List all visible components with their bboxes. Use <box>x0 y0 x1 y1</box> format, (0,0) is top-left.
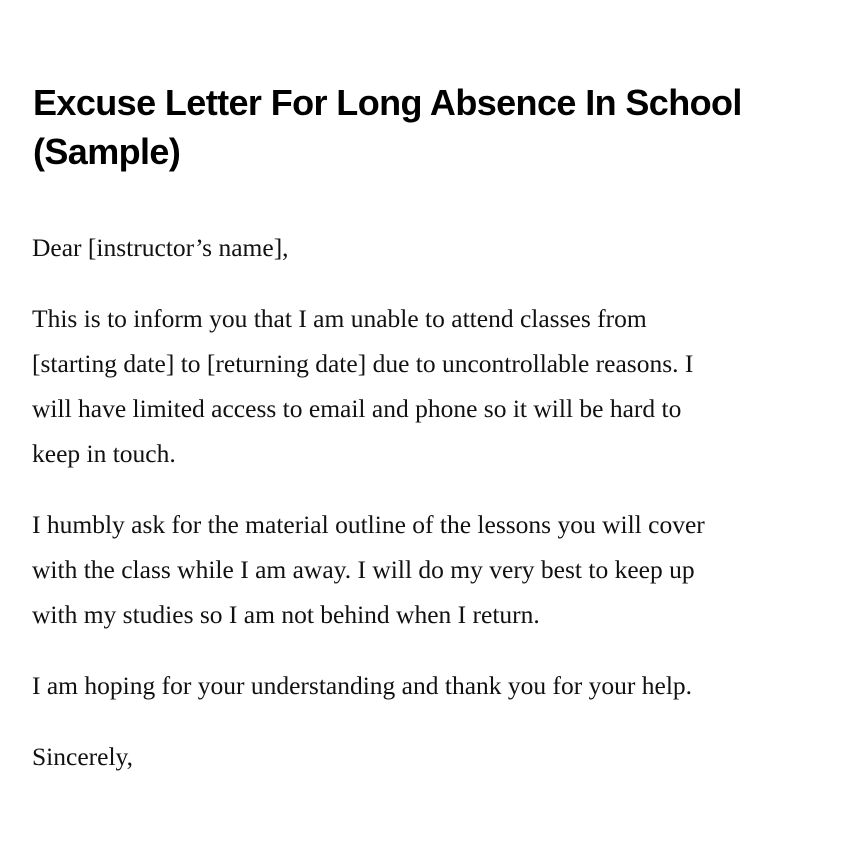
paragraph-line: This is to inform you that I am unable to attend classes from <box>32 304 647 333</box>
paragraph-line: keep in touch. <box>32 439 176 468</box>
paragraph-line: with the class while I am away. I will do my very best to keep up <box>32 555 695 584</box>
title-line: Excuse Letter For Long Absence In School <box>33 82 742 123</box>
paragraph-line: [starting date] to [returning date] due to uncontrollable reasons. I <box>32 349 694 378</box>
body-paragraph-2 <box>32 502 822 637</box>
paragraph-line: will have limited access to email and phone so it will be hard to <box>32 394 682 423</box>
paragraph-line: I humbly ask for the material outline of the lessons you will cover <box>32 510 705 539</box>
title-line: (Sample) <box>33 131 181 172</box>
paragraph-line: with my studies so I am not behind when I return. <box>32 600 540 629</box>
closing: Sincerely, <box>32 742 134 771</box>
letter-title <box>33 78 823 176</box>
paragraph-line: I am hoping for your understanding and thank you for your help. <box>32 671 693 700</box>
body-paragraph-1 <box>32 296 822 476</box>
body-paragraph-3 <box>32 663 822 708</box>
salutation: Dear [instructor’s name], <box>32 233 289 262</box>
